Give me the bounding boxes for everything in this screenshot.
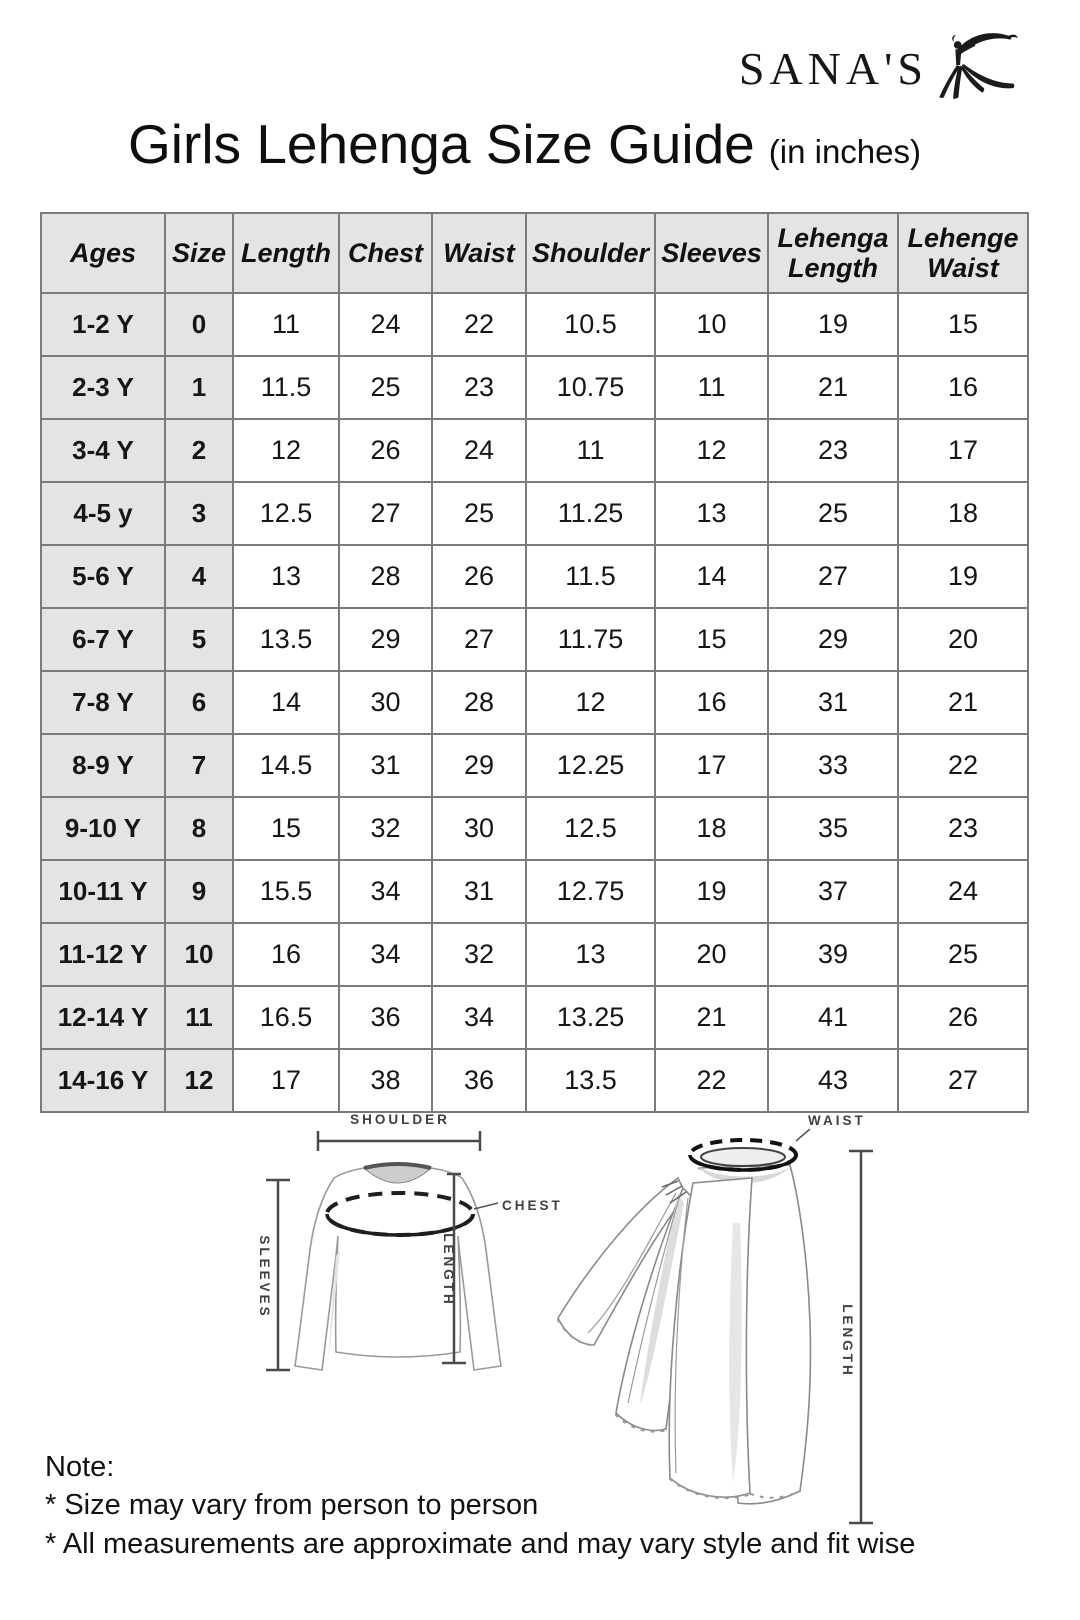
table-row — [41, 419, 1028, 482]
size-cell: 2 — [165, 419, 233, 482]
measurement-cell: 29 — [432, 734, 526, 797]
measurement-cell: 15 — [655, 608, 768, 671]
table-row — [41, 671, 1028, 734]
measurement-cell: 27 — [432, 608, 526, 671]
measurement-cell: 21 — [768, 356, 898, 419]
measurement-cell: 24 — [432, 419, 526, 482]
measurement-cell: 11 — [655, 356, 768, 419]
ages-cell: 9-10 Y — [41, 797, 165, 860]
size-cell: 1 — [165, 356, 233, 419]
measurement-cell: 34 — [339, 923, 432, 986]
measurement-cell: 29 — [339, 608, 432, 671]
chest-pointer-line — [474, 1203, 498, 1209]
measurement-cell: 11 — [233, 293, 339, 356]
measurement-cell: 13.5 — [526, 1049, 655, 1112]
column-header: Length — [233, 213, 339, 293]
measurement-cell: 17 — [898, 419, 1028, 482]
chest-label: CHEST — [502, 1198, 563, 1213]
measurement-cell: 12.25 — [526, 734, 655, 797]
measurement-cell: 20 — [898, 608, 1028, 671]
measurement-cell: 23 — [898, 797, 1028, 860]
measurement-cell: 11.25 — [526, 482, 655, 545]
column-header: Lehenga Length — [768, 213, 898, 293]
measurement-cell: 12.5 — [233, 482, 339, 545]
shoulder-label: SHOULDER — [350, 1112, 450, 1127]
measurement-cell: 23 — [432, 356, 526, 419]
measurement-cell: 36 — [432, 1049, 526, 1112]
measurement-cell: 22 — [898, 734, 1028, 797]
ages-cell: 10-11 Y — [41, 860, 165, 923]
measurement-cell: 22 — [655, 1049, 768, 1112]
page-title — [128, 112, 921, 176]
measurement-cell: 27 — [768, 545, 898, 608]
measurement-cell: 11.5 — [233, 356, 339, 419]
ages-cell: 12-14 Y — [41, 986, 165, 1049]
size-cell: 3 — [165, 482, 233, 545]
measurement-cell: 15 — [898, 293, 1028, 356]
measurement-cell: 33 — [768, 734, 898, 797]
column-header: Waist — [432, 213, 526, 293]
page-title-text: Girls Lehenga Size Guide — [128, 113, 755, 175]
table-header-row — [41, 213, 1028, 293]
table-row — [41, 293, 1028, 356]
measurement-cell: 15 — [233, 797, 339, 860]
measurement-cell: 29 — [768, 608, 898, 671]
lehenga-waistband-inner — [701, 1148, 785, 1166]
measurement-cell: 25 — [768, 482, 898, 545]
table-row — [41, 734, 1028, 797]
measurement-cell: 32 — [432, 923, 526, 986]
measurement-cell: 30 — [339, 671, 432, 734]
measurement-cell: 20 — [655, 923, 768, 986]
ages-cell: 3-4 Y — [41, 419, 165, 482]
measurement-cell: 12.75 — [526, 860, 655, 923]
measurement-cell: 16.5 — [233, 986, 339, 1049]
table-row — [41, 608, 1028, 671]
page-title-unit: (in inches) — [768, 133, 921, 170]
sleeves-label: SLEEVES — [257, 1235, 272, 1319]
measurement-cell: 10.75 — [526, 356, 655, 419]
measurement-cell: 35 — [768, 797, 898, 860]
measurement-cell: 27 — [898, 1049, 1028, 1112]
measurement-cell: 13 — [526, 923, 655, 986]
measurement-cell: 27 — [339, 482, 432, 545]
size-cell: 7 — [165, 734, 233, 797]
measurement-cell: 19 — [768, 293, 898, 356]
column-header: Lehenge Waist — [898, 213, 1028, 293]
measurement-cell: 19 — [898, 545, 1028, 608]
measurement-cell: 16 — [233, 923, 339, 986]
measurement-cell: 26 — [898, 986, 1028, 1049]
blouse-measurement-diagram — [248, 1100, 570, 1392]
table-row — [41, 356, 1028, 419]
measurement-cell: 32 — [339, 797, 432, 860]
measurement-cell: 12 — [233, 419, 339, 482]
ages-cell: 7-8 Y — [41, 671, 165, 734]
measurement-cell: 28 — [432, 671, 526, 734]
table-row — [41, 545, 1028, 608]
table-row — [41, 797, 1028, 860]
measurement-cell: 43 — [768, 1049, 898, 1112]
size-cell: 10 — [165, 923, 233, 986]
measurement-cell: 10 — [655, 293, 768, 356]
size-cell: 12 — [165, 1049, 233, 1112]
column-header: Size — [165, 213, 233, 293]
measurement-cell: 22 — [432, 293, 526, 356]
ages-cell: 8-9 Y — [41, 734, 165, 797]
measurement-cell: 18 — [655, 797, 768, 860]
table-row — [41, 482, 1028, 545]
measurement-cell: 31 — [339, 734, 432, 797]
blouse-length-label: LENGTH — [441, 1233, 456, 1307]
brand-logo — [739, 34, 1020, 102]
dancing-woman-gown-icon — [934, 28, 1020, 102]
measurement-cell: 23 — [768, 419, 898, 482]
measurement-cell: 41 — [768, 986, 898, 1049]
measurement-cell: 16 — [655, 671, 768, 734]
measurement-cell: 14 — [655, 545, 768, 608]
measurement-cell: 17 — [233, 1049, 339, 1112]
measurement-cell: 34 — [432, 986, 526, 1049]
table-row — [41, 860, 1028, 923]
size-cell: 8 — [165, 797, 233, 860]
measurement-cell: 25 — [339, 356, 432, 419]
measurement-cell: 13 — [233, 545, 339, 608]
measurement-cell: 18 — [898, 482, 1028, 545]
note-heading: Note: — [45, 1451, 115, 1483]
measurement-cell: 31 — [432, 860, 526, 923]
size-cell: 11 — [165, 986, 233, 1049]
measurement-cell: 28 — [339, 545, 432, 608]
waist-pointer-line — [796, 1129, 810, 1141]
ages-cell: 6-7 Y — [41, 608, 165, 671]
measurement-cell: 13.25 — [526, 986, 655, 1049]
measurement-cell: 37 — [768, 860, 898, 923]
measurement-cell: 21 — [655, 986, 768, 1049]
ages-cell: 11-12 Y — [41, 923, 165, 986]
measurement-cell: 25 — [432, 482, 526, 545]
brand-name: SANA'S — [738, 42, 928, 94]
measurement-cell: 13 — [655, 482, 768, 545]
measurement-cell: 38 — [339, 1049, 432, 1112]
column-header: Shoulder — [526, 213, 655, 293]
measurement-cell: 14.5 — [233, 734, 339, 797]
size-table — [40, 212, 1029, 1113]
measurement-cell: 12.5 — [526, 797, 655, 860]
note-line-2: * All measurements are approximate and may vary style and fit wise — [45, 1527, 916, 1560]
measurement-cell: 12 — [526, 671, 655, 734]
column-header: Sleeves — [655, 213, 768, 293]
measurement-cell: 36 — [339, 986, 432, 1049]
table-row — [41, 923, 1028, 986]
measurement-cell: 26 — [432, 545, 526, 608]
ages-cell: 14-16 Y — [41, 1049, 165, 1112]
size-cell: 4 — [165, 545, 233, 608]
measurement-cell: 17 — [655, 734, 768, 797]
measurement-cell: 31 — [768, 671, 898, 734]
measurement-cell: 11.75 — [526, 608, 655, 671]
column-header: Ages — [41, 213, 165, 293]
note-section — [45, 1448, 915, 1563]
waist-label: WAIST — [808, 1113, 866, 1128]
blouse-outline — [295, 1165, 501, 1371]
measurement-cell: 30 — [432, 797, 526, 860]
shoulder-measure-line — [318, 1131, 480, 1151]
measurement-cell: 24 — [339, 293, 432, 356]
measurement-cell: 21 — [898, 671, 1028, 734]
note-line-1: * Size may vary from person to person — [45, 1489, 539, 1522]
measurement-cell: 19 — [655, 860, 768, 923]
measurement-cell: 10.5 — [526, 293, 655, 356]
ages-cell: 4-5 y — [41, 482, 165, 545]
table-row — [41, 986, 1028, 1049]
measurement-cell: 16 — [898, 356, 1028, 419]
measurement-cell: 12 — [655, 419, 768, 482]
ages-cell: 5-6 Y — [41, 545, 165, 608]
ages-cell: 1-2 Y — [41, 293, 165, 356]
measurement-cell: 11 — [526, 419, 655, 482]
measurement-cell: 13.5 — [233, 608, 339, 671]
ages-cell: 2-3 Y — [41, 356, 165, 419]
measurement-cell: 15.5 — [233, 860, 339, 923]
measurement-cell: 11.5 — [526, 545, 655, 608]
column-header: Chest — [339, 213, 432, 293]
lehenga-length-label: LENGTH — [840, 1304, 855, 1378]
measurement-cell: 24 — [898, 860, 1028, 923]
size-cell: 9 — [165, 860, 233, 923]
measurement-cell: 14 — [233, 671, 339, 734]
measurement-cell: 39 — [768, 923, 898, 986]
size-cell: 5 — [165, 608, 233, 671]
size-cell: 0 — [165, 293, 233, 356]
measurement-cell: 34 — [339, 860, 432, 923]
size-cell: 6 — [165, 671, 233, 734]
measurement-cell: 25 — [898, 923, 1028, 986]
measurement-cell: 26 — [339, 419, 432, 482]
